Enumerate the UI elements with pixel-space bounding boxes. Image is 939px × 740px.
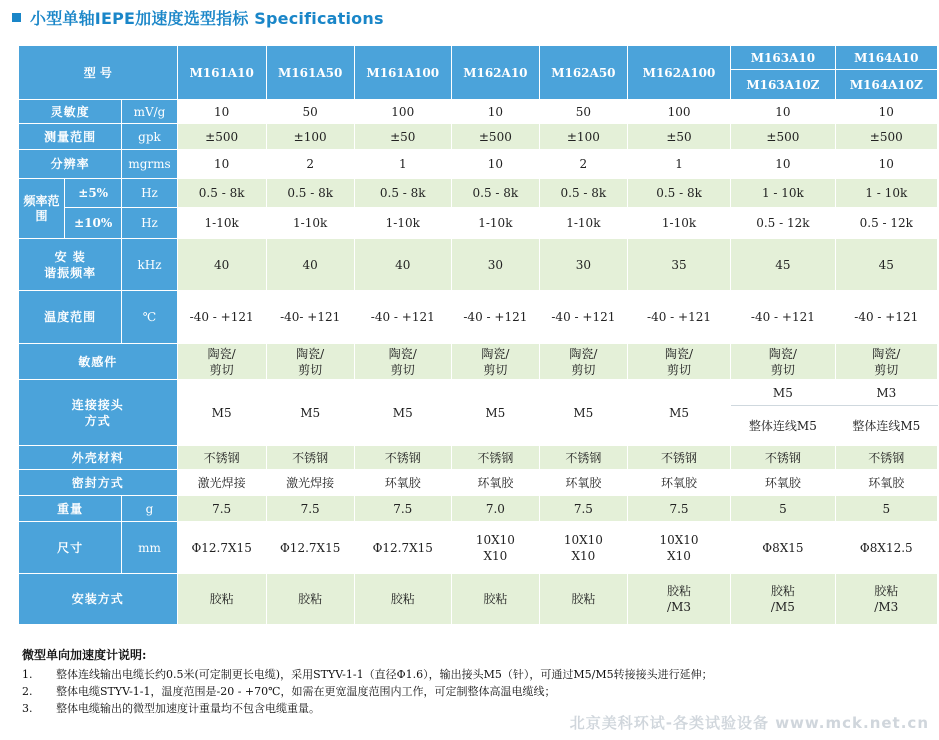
- cell: 1: [354, 150, 451, 179]
- row-label: 敏感件: [19, 344, 178, 380]
- row-housing: [19, 446, 938, 470]
- cell: 1-10k: [354, 208, 451, 239]
- cell: [451, 522, 539, 574]
- cell: M5: [354, 380, 451, 446]
- cell: 0.5 - 12k: [731, 208, 835, 239]
- cell-line: 剪切: [483, 362, 508, 377]
- row-label: 外壳材料: [19, 446, 178, 470]
- row-label: 重量: [19, 496, 122, 522]
- cell: M3: [835, 380, 937, 406]
- spec-table: [18, 45, 938, 625]
- cell: [731, 344, 835, 380]
- cell: M5: [266, 380, 354, 446]
- cell: 1-10k: [266, 208, 354, 239]
- note-text: 整体连线输出电缆长约0.5米(可定制更长电缆)，采用STYV-1-1（直径Φ1.6），输出接头M5（针），可通过M5/M5转接接头进行延伸；: [56, 668, 713, 681]
- notes-section: [22, 647, 713, 717]
- cell: 胶粘: [177, 574, 266, 625]
- note-text: 整体电缆STYV-1-1，温度范围是-20 - +70℃，如需在更宽温度范围内工作，可定制整体高温电缆线；: [56, 685, 556, 698]
- cell: 7.5: [266, 496, 354, 522]
- cell: -40 - +121: [177, 291, 266, 344]
- cell: ±100: [266, 124, 354, 150]
- cell-line: 陶瓷/: [872, 346, 901, 361]
- cell: 不锈钢: [731, 446, 835, 470]
- cell: Φ8X12.5: [835, 522, 937, 574]
- cell-line: 陶瓷/: [207, 346, 236, 361]
- cell: 10: [835, 150, 937, 179]
- cell-line: 剪切: [667, 362, 692, 377]
- cell-line: 剪切: [209, 362, 234, 377]
- cell: -40- +121: [266, 291, 354, 344]
- cell-line: 剪切: [874, 362, 899, 377]
- row-label-line: 安 装: [54, 249, 86, 264]
- cell: [539, 522, 627, 574]
- row-resolution: [19, 150, 938, 179]
- row-size: [19, 522, 938, 574]
- note-item: [22, 666, 713, 683]
- row-unit: g: [122, 496, 177, 522]
- cell: [354, 344, 451, 380]
- cell: 10: [451, 100, 539, 124]
- cell: -40 - +121: [354, 291, 451, 344]
- cell: 不锈钢: [177, 446, 266, 470]
- cell: 环氧胶: [731, 470, 835, 496]
- row-unit: mV/g: [122, 100, 177, 124]
- cell: 胶粘: [539, 574, 627, 625]
- cell: 100: [354, 100, 451, 124]
- row-range: [19, 124, 938, 150]
- note-number: 2.: [22, 685, 33, 698]
- row-element: [19, 344, 938, 380]
- model-header: M161A100: [354, 46, 451, 100]
- cell: 30: [451, 239, 539, 291]
- cell: 1 - 10k: [731, 179, 835, 208]
- cell: 胶粘: [266, 574, 354, 625]
- cell: -40 - +121: [627, 291, 730, 344]
- cell: 1 - 10k: [835, 179, 937, 208]
- row-resonance: [19, 239, 938, 291]
- cell: [835, 574, 937, 625]
- cell: 整体连线M5: [731, 406, 835, 446]
- cell: [731, 574, 835, 625]
- watermark: 北京美科环试-各类试验设备 www.mck.net.cn: [569, 714, 929, 732]
- cell: Φ12.7X15: [266, 522, 354, 574]
- row-temperature: [19, 291, 938, 344]
- cell: 不锈钢: [835, 446, 937, 470]
- cell: 环氧胶: [451, 470, 539, 496]
- cell: 10: [835, 100, 937, 124]
- cell: 0.5 - 8k: [354, 179, 451, 208]
- model-header: M161A10: [177, 46, 266, 100]
- cell-line: 陶瓷/: [388, 346, 417, 361]
- cell: 不锈钢: [451, 446, 539, 470]
- note-text: 整体电缆输出的微型加速度计重量均不包含电缆重量。: [56, 702, 320, 715]
- row-freq-10: [19, 208, 938, 239]
- cell: 胶粘: [354, 574, 451, 625]
- cell-line: /M3: [874, 600, 899, 614]
- cell: 激光焊接: [177, 470, 266, 496]
- cell: 环氧胶: [354, 470, 451, 496]
- cell: 10: [451, 150, 539, 179]
- cell: 不锈钢: [627, 446, 730, 470]
- row-sensitivity: [19, 100, 938, 124]
- cell: ±50: [627, 124, 730, 150]
- row-sublabel: ±5%: [65, 179, 122, 208]
- cell-line: X10: [667, 548, 691, 563]
- cell: 10: [177, 100, 266, 124]
- cell: [539, 344, 627, 380]
- cell-line: 剪切: [770, 362, 795, 377]
- cell: 7.0: [451, 496, 539, 522]
- cell: 0.5 - 8k: [177, 179, 266, 208]
- cell: M5: [539, 380, 627, 446]
- cell: -40 - +121: [731, 291, 835, 344]
- note-item: [22, 683, 713, 700]
- cell: 1: [627, 150, 730, 179]
- cell: 激光焊接: [266, 470, 354, 496]
- cell: 7.5: [177, 496, 266, 522]
- cell: M5: [627, 380, 730, 446]
- cell-line: X10: [483, 548, 508, 563]
- cell-line: 陶瓷/: [768, 346, 797, 361]
- cell: 1-10k: [451, 208, 539, 239]
- cell: 40: [354, 239, 451, 291]
- cell: ±500: [451, 124, 539, 150]
- cell: [451, 344, 539, 380]
- cell: 2: [539, 150, 627, 179]
- cell: 50: [266, 100, 354, 124]
- row-label: 灵敏度: [19, 100, 122, 124]
- row-label: 测量范围: [19, 124, 122, 150]
- cell: 7.5: [627, 496, 730, 522]
- row-unit: kHz: [122, 239, 177, 291]
- row-unit: Hz: [122, 208, 177, 239]
- row-sublabel: ±10%: [65, 208, 122, 239]
- model-label: 型 号: [19, 46, 178, 100]
- row-label-line: 方式: [84, 413, 111, 428]
- cell-line: 陶瓷/: [569, 346, 598, 361]
- cell: ±500: [177, 124, 266, 150]
- cell-line: 剪切: [390, 362, 415, 377]
- row-label-line: 谐振频率: [44, 265, 97, 280]
- cell: [627, 574, 730, 625]
- cell: 0.5 - 12k: [835, 208, 937, 239]
- cell-line: 剪切: [571, 362, 596, 377]
- row-weight: [19, 496, 938, 522]
- cell: 2: [266, 150, 354, 179]
- cell: -40 - +121: [451, 291, 539, 344]
- cell-line: 陶瓷/: [665, 346, 694, 361]
- cell-line: 胶粘: [874, 584, 899, 598]
- cell: ±500: [731, 124, 835, 150]
- cell: 40: [266, 239, 354, 291]
- cell-line: /M5: [770, 600, 795, 614]
- note-number: 1.: [22, 668, 33, 681]
- model-header: M161A50: [266, 46, 354, 100]
- cell: 50: [539, 100, 627, 124]
- row-label: 分辨率: [19, 150, 122, 179]
- cell: -40 - +121: [835, 291, 937, 344]
- cell: 0.5 - 8k: [539, 179, 627, 208]
- cell: 1-10k: [177, 208, 266, 239]
- model-header: M163A10: [731, 46, 835, 70]
- cell: 胶粘: [451, 574, 539, 625]
- cell: [177, 344, 266, 380]
- cell: Φ12.7X15: [177, 522, 266, 574]
- row-label: 尺寸: [19, 522, 122, 574]
- cell: 5: [835, 496, 937, 522]
- cell: ±500: [835, 124, 937, 150]
- cell: 0.5 - 8k: [451, 179, 539, 208]
- row-freq-5: [19, 179, 938, 208]
- row-unit: mgrms: [122, 150, 177, 179]
- row-label-line: 连接接头: [71, 397, 124, 412]
- title-bullet-square: [12, 13, 21, 22]
- cell: [835, 344, 937, 380]
- cell: [627, 344, 730, 380]
- row-unit: ℃: [122, 291, 177, 344]
- row-label: 温度范围: [19, 291, 122, 344]
- title-text: 小型单轴IEPE加速度选型指标 Specifications: [30, 8, 384, 28]
- cell: 环氧胶: [835, 470, 937, 496]
- row-connector-top: [19, 380, 938, 406]
- header-row-1: [19, 46, 938, 70]
- row-label: 安装方式: [19, 574, 178, 625]
- cell: 45: [835, 239, 937, 291]
- cell-line: X10: [571, 548, 596, 563]
- row-label-freq: 频率范围: [19, 179, 65, 239]
- cell: 100: [627, 100, 730, 124]
- row-unit: mm: [122, 522, 177, 574]
- cell: 不锈钢: [539, 446, 627, 470]
- note-number: 3.: [22, 702, 33, 715]
- cell: 45: [731, 239, 835, 291]
- cell-line: 陶瓷/: [296, 346, 325, 361]
- cell: 1-10k: [627, 208, 730, 239]
- cell: -40 - +121: [539, 291, 627, 344]
- model-header-alt: M163A10Z: [731, 70, 835, 100]
- cell: [627, 522, 730, 574]
- cell: 不锈钢: [266, 446, 354, 470]
- cell: 不锈钢: [354, 446, 451, 470]
- model-header: M164A10: [835, 46, 937, 70]
- model-header: M162A100: [627, 46, 730, 100]
- cell-line: 10X10: [659, 532, 699, 547]
- cell: 环氧胶: [627, 470, 730, 496]
- cell: Φ12.7X15: [354, 522, 451, 574]
- row-unit: gpk: [122, 124, 177, 150]
- cell: M5: [177, 380, 266, 446]
- cell: 0.5 - 8k: [627, 179, 730, 208]
- row-label: 密封方式: [19, 470, 178, 496]
- cell: M5: [451, 380, 539, 446]
- cell-line: /M3: [667, 600, 692, 614]
- cell: 10: [177, 150, 266, 179]
- row-label: [19, 380, 178, 446]
- cell: 整体连线M5: [835, 406, 937, 446]
- cell: 7.5: [354, 496, 451, 522]
- cell-line: 10X10: [563, 532, 603, 547]
- cell: 35: [627, 239, 730, 291]
- row-mounting: [19, 574, 938, 625]
- cell: 10: [731, 100, 835, 124]
- cell-line: 剪切: [298, 362, 323, 377]
- cell-line: 胶粘: [770, 584, 795, 598]
- row-label: [19, 239, 122, 291]
- model-header-alt: M164A10Z: [835, 70, 937, 100]
- cell: M5: [731, 380, 835, 406]
- cell: ±50: [354, 124, 451, 150]
- cell: 7.5: [539, 496, 627, 522]
- page-title: [12, 5, 384, 29]
- cell: 环氧胶: [539, 470, 627, 496]
- row-unit: Hz: [122, 179, 177, 208]
- cell: 10: [731, 150, 835, 179]
- model-header: M162A10: [451, 46, 539, 100]
- cell-line: 胶粘: [667, 584, 692, 598]
- notes-title: 微型单向加速度计说明:: [22, 648, 147, 662]
- cell-line: 10X10: [475, 532, 515, 547]
- cell-line: 陶瓷/: [481, 346, 510, 361]
- cell: 5: [731, 496, 835, 522]
- cell: 30: [539, 239, 627, 291]
- cell: 1-10k: [539, 208, 627, 239]
- cell: 0.5 - 8k: [266, 179, 354, 208]
- cell: Φ8X15: [731, 522, 835, 574]
- cell: 40: [177, 239, 266, 291]
- cell: ±100: [539, 124, 627, 150]
- row-seal: [19, 470, 938, 496]
- model-header: M162A50: [539, 46, 627, 100]
- cell: [266, 344, 354, 380]
